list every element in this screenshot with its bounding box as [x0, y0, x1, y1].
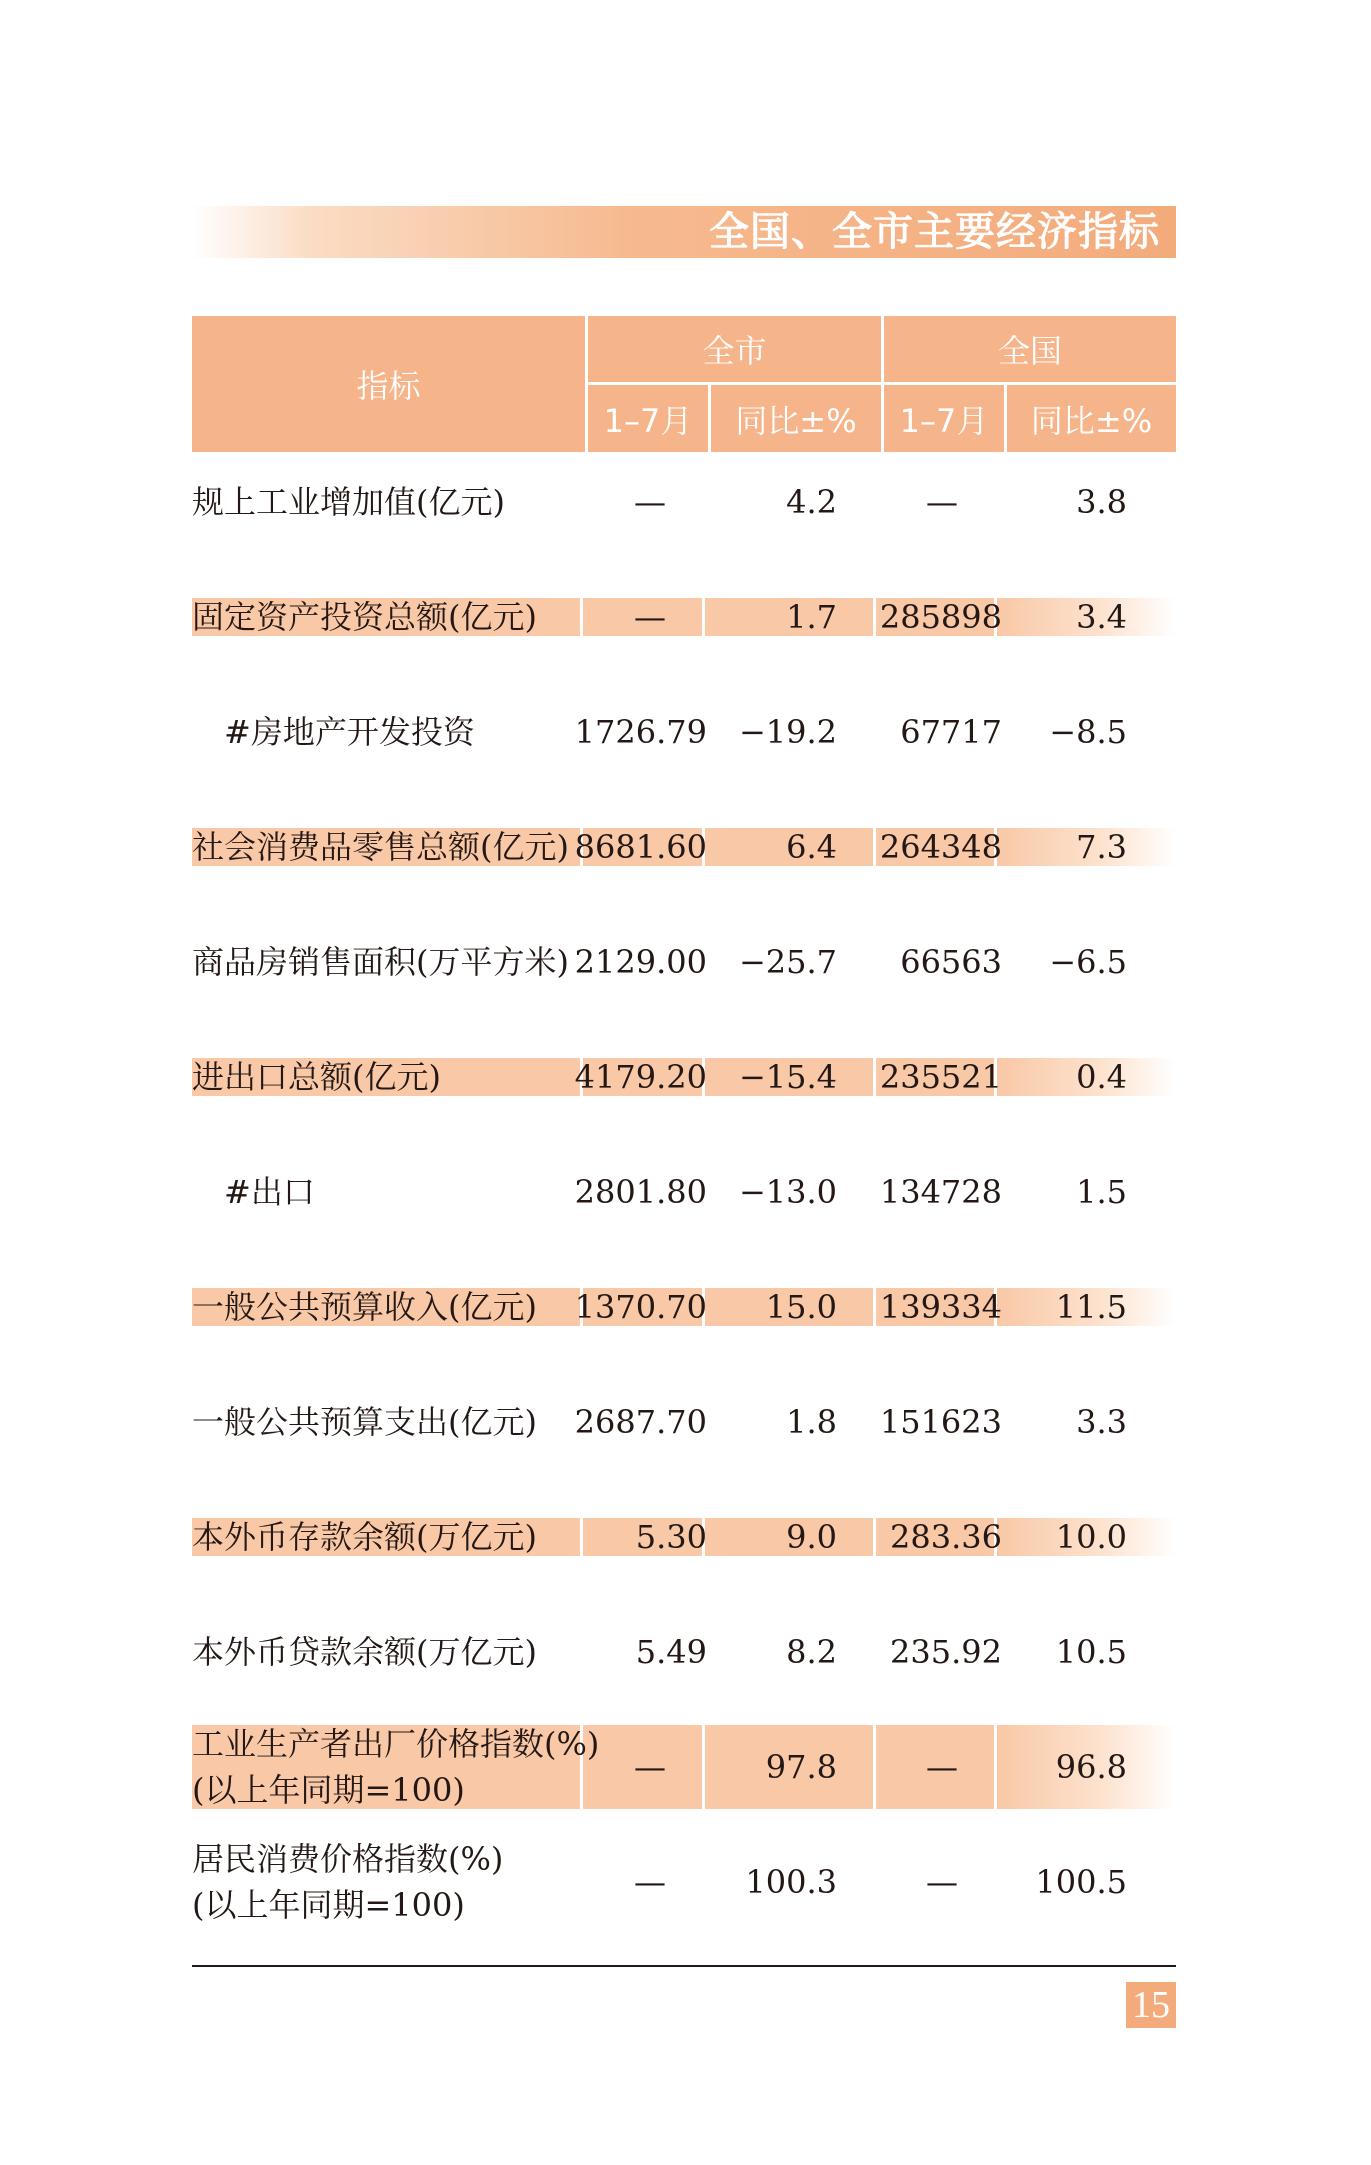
city-yoy-cell: 1.7: [786, 598, 837, 636]
city-value-cell: —: [634, 483, 666, 521]
nation-value-cell: —: [926, 1748, 958, 1786]
nation-yoy-cell: 7.3: [1076, 828, 1127, 866]
nation-yoy-cell: −6.5: [1049, 943, 1127, 981]
header-indicator: 指标: [192, 316, 585, 452]
nation-yoy-cell: 10.0: [1055, 1518, 1127, 1556]
nation-value-cell: 235521: [879, 1058, 1002, 1096]
nation-yoy-cell: 3.8: [1076, 483, 1127, 521]
row-label-line1: 工业生产者出厂价格指数(%): [192, 1725, 600, 1763]
city-yoy-cell: 8.2: [786, 1633, 837, 1671]
nation-value-cell: 285898: [879, 598, 1002, 636]
header-nation-yoy: 同比±%: [1007, 385, 1176, 452]
city-yoy-cell: 6.4: [786, 828, 837, 866]
city-value-cell: 1370.70: [574, 1288, 707, 1326]
row-label: 进出口总额(亿元): [192, 1058, 441, 1096]
city-yoy-cell: 4.2: [786, 483, 837, 521]
city-yoy-cell: 100.3: [745, 1863, 837, 1901]
row-label: #房地产开发投资: [224, 713, 475, 751]
city-value-cell: 2687.70: [574, 1403, 707, 1441]
row-label: [192, 1725, 599, 1809]
row-label-line1: 居民消费价格指数(%): [192, 1840, 504, 1878]
city-yoy-cell: 97.8: [765, 1748, 837, 1786]
row-label: #出口: [224, 1173, 315, 1211]
nation-yoy-cell: 11.5: [1055, 1288, 1127, 1326]
row-label: 规上工业增加值(亿元): [192, 483, 505, 521]
title-bar: [192, 206, 1176, 258]
header-nation-period: 1–7月: [884, 385, 1004, 452]
city-yoy-cell: 15.0: [765, 1288, 837, 1326]
nation-yoy-cell: 3.4: [1076, 598, 1127, 636]
row-label-line2: (以上年同期=100): [192, 1886, 465, 1924]
nation-yoy-cell: 0.4: [1076, 1058, 1127, 1096]
row-label: 商品房销售面积(万平方米): [192, 943, 569, 981]
city-value-cell: 5.30: [635, 1518, 707, 1556]
city-yoy-cell: −15.4: [738, 1058, 837, 1096]
city-value-cell: 2801.80: [574, 1173, 707, 1211]
row-label: 一般公共预算支出(亿元): [192, 1403, 537, 1441]
row-label: [192, 1840, 503, 1924]
header-city: 全市: [588, 316, 881, 382]
page-title: 全国、全市主要经济指标: [709, 209, 1160, 255]
row-label: 固定资产投资总额(亿元): [192, 598, 537, 636]
nation-yoy-cell: 3.3: [1076, 1403, 1127, 1441]
city-yoy-cell: 9.0: [786, 1518, 837, 1556]
header-city-period: 1–7月: [588, 385, 708, 452]
nation-yoy-cell: 10.5: [1055, 1633, 1127, 1671]
nation-value-cell: 151623: [879, 1403, 1002, 1441]
city-value-cell: 5.49: [635, 1633, 707, 1671]
city-yoy-cell: −19.2: [738, 713, 837, 751]
header-city-yoy: 同比±%: [711, 385, 881, 452]
nation-yoy-cell: −8.5: [1049, 713, 1127, 751]
nation-value-cell: —: [926, 483, 958, 521]
city-yoy-cell: −25.7: [738, 943, 837, 981]
footer-divider: [192, 1965, 1176, 1967]
nation-value-cell: 67717: [900, 713, 1002, 751]
city-yoy-cell: −13.0: [738, 1173, 837, 1211]
row-label: 社会消费品零售总额(亿元): [192, 828, 569, 866]
nation-yoy-cell: 1.5: [1076, 1173, 1127, 1211]
city-value-cell: —: [634, 598, 666, 636]
nation-yoy-cell: 100.5: [1035, 1863, 1127, 1901]
nation-value-cell: 235.92: [890, 1633, 1002, 1671]
nation-yoy-cell: 96.8: [1055, 1748, 1127, 1786]
city-value-cell: 8681.60: [574, 828, 707, 866]
row-label: 本外币贷款余额(万亿元): [192, 1633, 537, 1671]
nation-value-cell: 264348: [879, 828, 1002, 866]
nation-value-cell: 66563: [900, 943, 1002, 981]
city-yoy-cell: 1.8: [786, 1403, 837, 1441]
nation-value-cell: 283.36: [890, 1518, 1002, 1556]
page-number: 15: [1126, 1982, 1176, 2028]
row-label-line2: (以上年同期=100): [192, 1771, 465, 1809]
city-value-cell: —: [634, 1748, 666, 1786]
table-header: [192, 316, 1176, 452]
city-value-cell: —: [634, 1863, 666, 1901]
nation-value-cell: —: [926, 1863, 958, 1901]
nation-value-cell: 134728: [879, 1173, 1002, 1211]
city-value-cell: 2129.00: [574, 943, 707, 981]
city-value-cell: 4179.20: [574, 1058, 707, 1096]
city-value-cell: 1726.79: [574, 713, 707, 751]
nation-value-cell: 139334: [879, 1288, 1002, 1326]
row-label: 一般公共预算收入(亿元): [192, 1288, 537, 1326]
header-nation: 全国: [884, 316, 1176, 382]
row-label: 本外币存款余额(万亿元): [192, 1518, 537, 1556]
